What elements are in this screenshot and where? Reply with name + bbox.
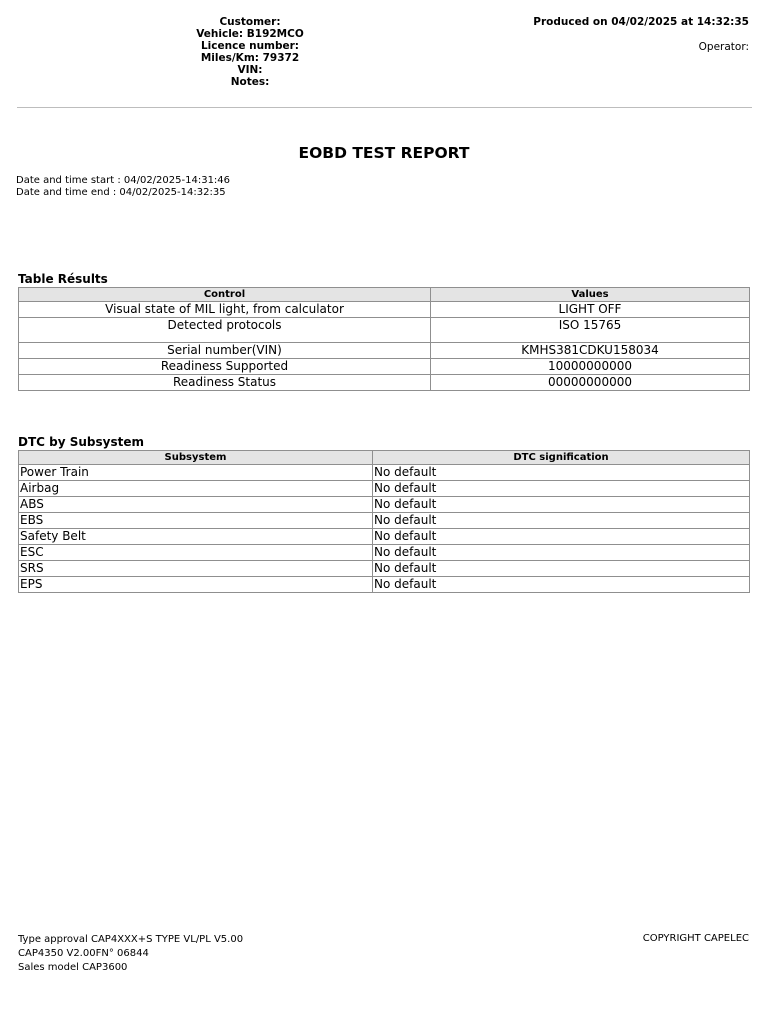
signification-cell: No default	[373, 529, 750, 545]
produced-timestamp: Produced on 04/02/2025 at 14:32:35	[533, 16, 749, 28]
dtc-section-title: DTC by Subsystem	[18, 435, 144, 449]
date-time-end: Date and time end : 04/02/2025-14:32:35	[16, 187, 226, 198]
table-row	[19, 359, 750, 375]
signification-column-header: DTC signification	[373, 451, 750, 465]
vehicle-label: Vehicle: B192MCO	[196, 28, 304, 40]
table-row	[19, 302, 750, 318]
value-cell: KMHS381CDKU158034	[431, 343, 750, 359]
subsystem-cell: Power Train	[19, 465, 373, 481]
footer-copyright: COPYRIGHT CAPELEC	[642, 933, 749, 944]
subsystem-cell: ESC	[19, 545, 373, 561]
signification-cell: No default	[373, 577, 750, 593]
signification-cell: No default	[373, 497, 750, 513]
miles-label: Miles/Km: 79372	[200, 52, 300, 64]
dtc-table	[18, 450, 750, 593]
value-cell: 00000000000	[431, 375, 750, 391]
table-row	[19, 561, 750, 577]
subsystem-cell: SRS	[19, 561, 373, 577]
licence-label: Licence number:	[200, 40, 300, 52]
vin-label: VIN:	[237, 64, 263, 76]
customer-info	[150, 16, 350, 88]
subsystem-cell: Airbag	[19, 481, 373, 497]
table-row	[19, 497, 750, 513]
footer-info	[18, 933, 243, 975]
table-row	[19, 481, 750, 497]
customer-label: Customer:	[219, 16, 281, 28]
results-header-row	[19, 288, 750, 302]
values-column-header: Values	[431, 288, 750, 302]
signification-cell: No default	[373, 481, 750, 497]
date-time-start: Date and time start : 04/02/2025-14:31:46	[16, 175, 231, 186]
signification-cell: No default	[373, 561, 750, 577]
signification-cell: No default	[373, 513, 750, 529]
table-row	[19, 545, 750, 561]
table-row	[19, 465, 750, 481]
control-cell: Detected protocols	[19, 318, 431, 343]
header-divider	[17, 107, 752, 108]
control-cell: Visual state of MIL light, from calculator	[19, 302, 431, 318]
subsystem-cell: Safety Belt	[19, 529, 373, 545]
control-cell: Serial number(VIN)	[19, 343, 431, 359]
footer-type-approval: Type approval CAP4XXX+S TYPE VL/PL V5.00	[18, 934, 244, 945]
signification-cell: No default	[373, 545, 750, 561]
results-section-title: Table Résults	[18, 272, 108, 286]
subsystem-cell: ABS	[19, 497, 373, 513]
value-cell: ISO 15765	[431, 318, 750, 343]
control-column-header: Control	[19, 288, 431, 302]
results-table	[18, 287, 750, 391]
subsystem-cell: EBS	[19, 513, 373, 529]
value-cell: 10000000000	[431, 359, 750, 375]
table-row	[19, 529, 750, 545]
subsystem-cell: EPS	[19, 577, 373, 593]
subsystem-column-header: Subsystem	[19, 451, 373, 465]
control-cell: Readiness Status	[19, 375, 431, 391]
report-title: EOBD TEST REPORT	[298, 144, 470, 162]
table-row	[19, 375, 750, 391]
signification-cell: No default	[373, 465, 750, 481]
table-row	[19, 343, 750, 359]
table-row	[19, 513, 750, 529]
operator-label: Operator:	[698, 41, 749, 53]
footer-device-version: CAP4350 V2.00FN° 06844	[18, 948, 149, 959]
dtc-header-row	[19, 451, 750, 465]
footer-sales-model: Sales model CAP3600	[18, 962, 128, 973]
table-row	[19, 318, 750, 343]
value-cell: LIGHT OFF	[431, 302, 750, 318]
control-cell: Readiness Supported	[19, 359, 431, 375]
table-row	[19, 577, 750, 593]
notes-label: Notes:	[230, 76, 270, 88]
